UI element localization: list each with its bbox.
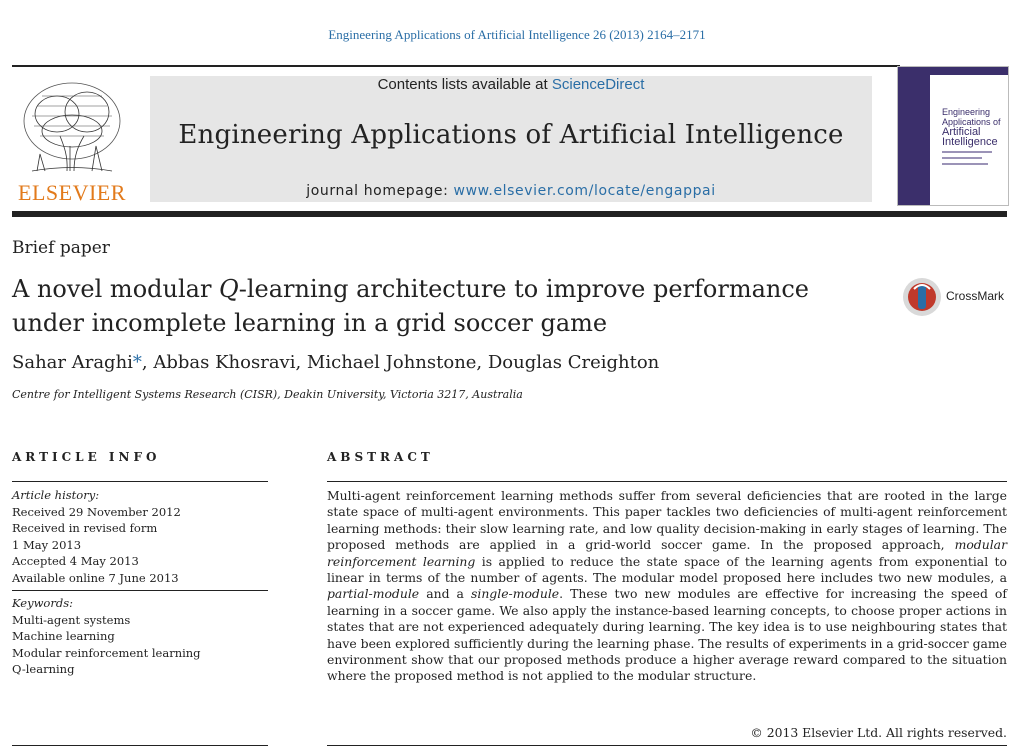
cover-title-line1: Engineering Applications of [942, 107, 1001, 127]
abstract-em2: partial-module [327, 586, 420, 602]
author-list [12, 352, 659, 373]
cover-text-line [942, 163, 988, 165]
cover-text-line [942, 151, 992, 153]
journal-citation[interactable]: Engineering Applications of Artificial Intelligence 26 (2013) 2164–2171 [328, 27, 706, 42]
cover-strip [898, 67, 930, 205]
authors-rest[interactable]: , Abbas Khosravi, Michael Johnstone, Douglas Creighton [141, 352, 660, 373]
abstract-bottom-rule [327, 745, 1007, 746]
contents-prefix: Contents lists available at [377, 76, 552, 93]
abstract-p3: and a [419, 586, 471, 602]
article-info-bottom-rule [12, 745, 268, 746]
keyword-item: Modular reinforcement learning [12, 645, 201, 660]
homepage-link[interactable]: www.elsevier.com/locate/engappai [453, 183, 716, 199]
cover-text-line [942, 157, 982, 159]
corresponding-author-marker[interactable]: * [132, 352, 142, 373]
journal-title: Engineering Applications of Artificial Intelligence [178, 120, 844, 150]
article-type: Brief paper [12, 238, 110, 258]
sciencedirect-link[interactable]: ScienceDirect [551, 76, 645, 93]
article-title [12, 272, 872, 340]
keyword-item: Machine learning [12, 629, 115, 643]
header-top-rule [12, 65, 900, 67]
article-info-heading: ARTICLE INFO [12, 450, 161, 464]
author-first[interactable]: Sahar Araghi [12, 352, 133, 373]
copyright-notice: © 2013 Elsevier Ltd. All rights reserved. [750, 725, 1007, 740]
history-item: 1 May 2013 [12, 537, 82, 552]
keywords [12, 595, 201, 678]
affiliation: Centre for Intelligent Systems Research (CISR), Deakin University, Victoria 3217, Australia [12, 388, 523, 401]
cover-title [942, 107, 1006, 147]
cover-title-line2: Artificial Intelligence [942, 126, 998, 148]
abstract-body [327, 488, 1007, 685]
history-item: Received 29 November 2012 [12, 504, 181, 519]
history-label: Article history: [12, 488, 100, 502]
keywords-label: Keywords: [12, 596, 73, 610]
history-item: Received in revised form [12, 521, 158, 535]
abstract-em1: modular reinforcement learning [327, 537, 1007, 569]
keyword-item: Q-learning [12, 662, 75, 676]
abstract-p2: is applied to reduce the state space of the learning agents from exponential to linear in terms of the number of agents. The modular model proposed here includes two new modules, a [327, 553, 1007, 586]
article-info-divider [12, 590, 268, 591]
contents-line [150, 76, 872, 93]
history-item: Accepted 4 May 2013 [12, 554, 139, 568]
abstract-em3: single-module [471, 586, 560, 602]
homepage-prefix: journal homepage: [306, 183, 454, 199]
abstract-p4: . These two new modules are effective for increasing the speed of learning in a soccer game. We also apply the instance-based learning concepts, to choose proper actions in states that are not experienced adequately during learning. The key idea is to use neighbouring states that have been explored sufficiently during the learning phase. The results of experiments in a grid-soccer game environment show that our proposed methods produce a higher average reward compared to the situation where the proposed method is not applied to the modular structure. [327, 586, 1007, 684]
crossmark-label[interactable]: CrossMark [946, 289, 1005, 303]
title-part1: A novel modular [12, 275, 220, 303]
history-item: Available online 7 June 2013 [12, 570, 179, 585]
abstract-p1: Multi-agent reinforcement learning methods suffer from several deficiencies that are rooted in the large state space of multi-agent environments. This paper tackles two deficiencies of multi-agent reinforcement learning methods: their slow learning rate, and low quality decision-making in early stages of learning. The proposed methods are applied in a grid-world soccer game. In the proposed approach, [327, 488, 1007, 553]
header-bottom-rule [12, 211, 1007, 217]
elsevier-wordmark: ELSEVIER [18, 180, 126, 205]
title-q: Q [219, 275, 239, 303]
cover-band [898, 67, 1008, 75]
article-info-rule [12, 481, 268, 482]
journal-cover-thumbnail[interactable] [897, 66, 1009, 206]
abstract-heading: ABSTRACT [327, 450, 434, 464]
abstract-rule [327, 481, 1007, 482]
article-history [12, 487, 181, 586]
keyword-item: Multi-agent systems [12, 612, 131, 627]
homepage-line [150, 183, 872, 199]
title-part2: -learning architecture to improve performance under incomplete learning in a grid soccer game [12, 275, 809, 337]
